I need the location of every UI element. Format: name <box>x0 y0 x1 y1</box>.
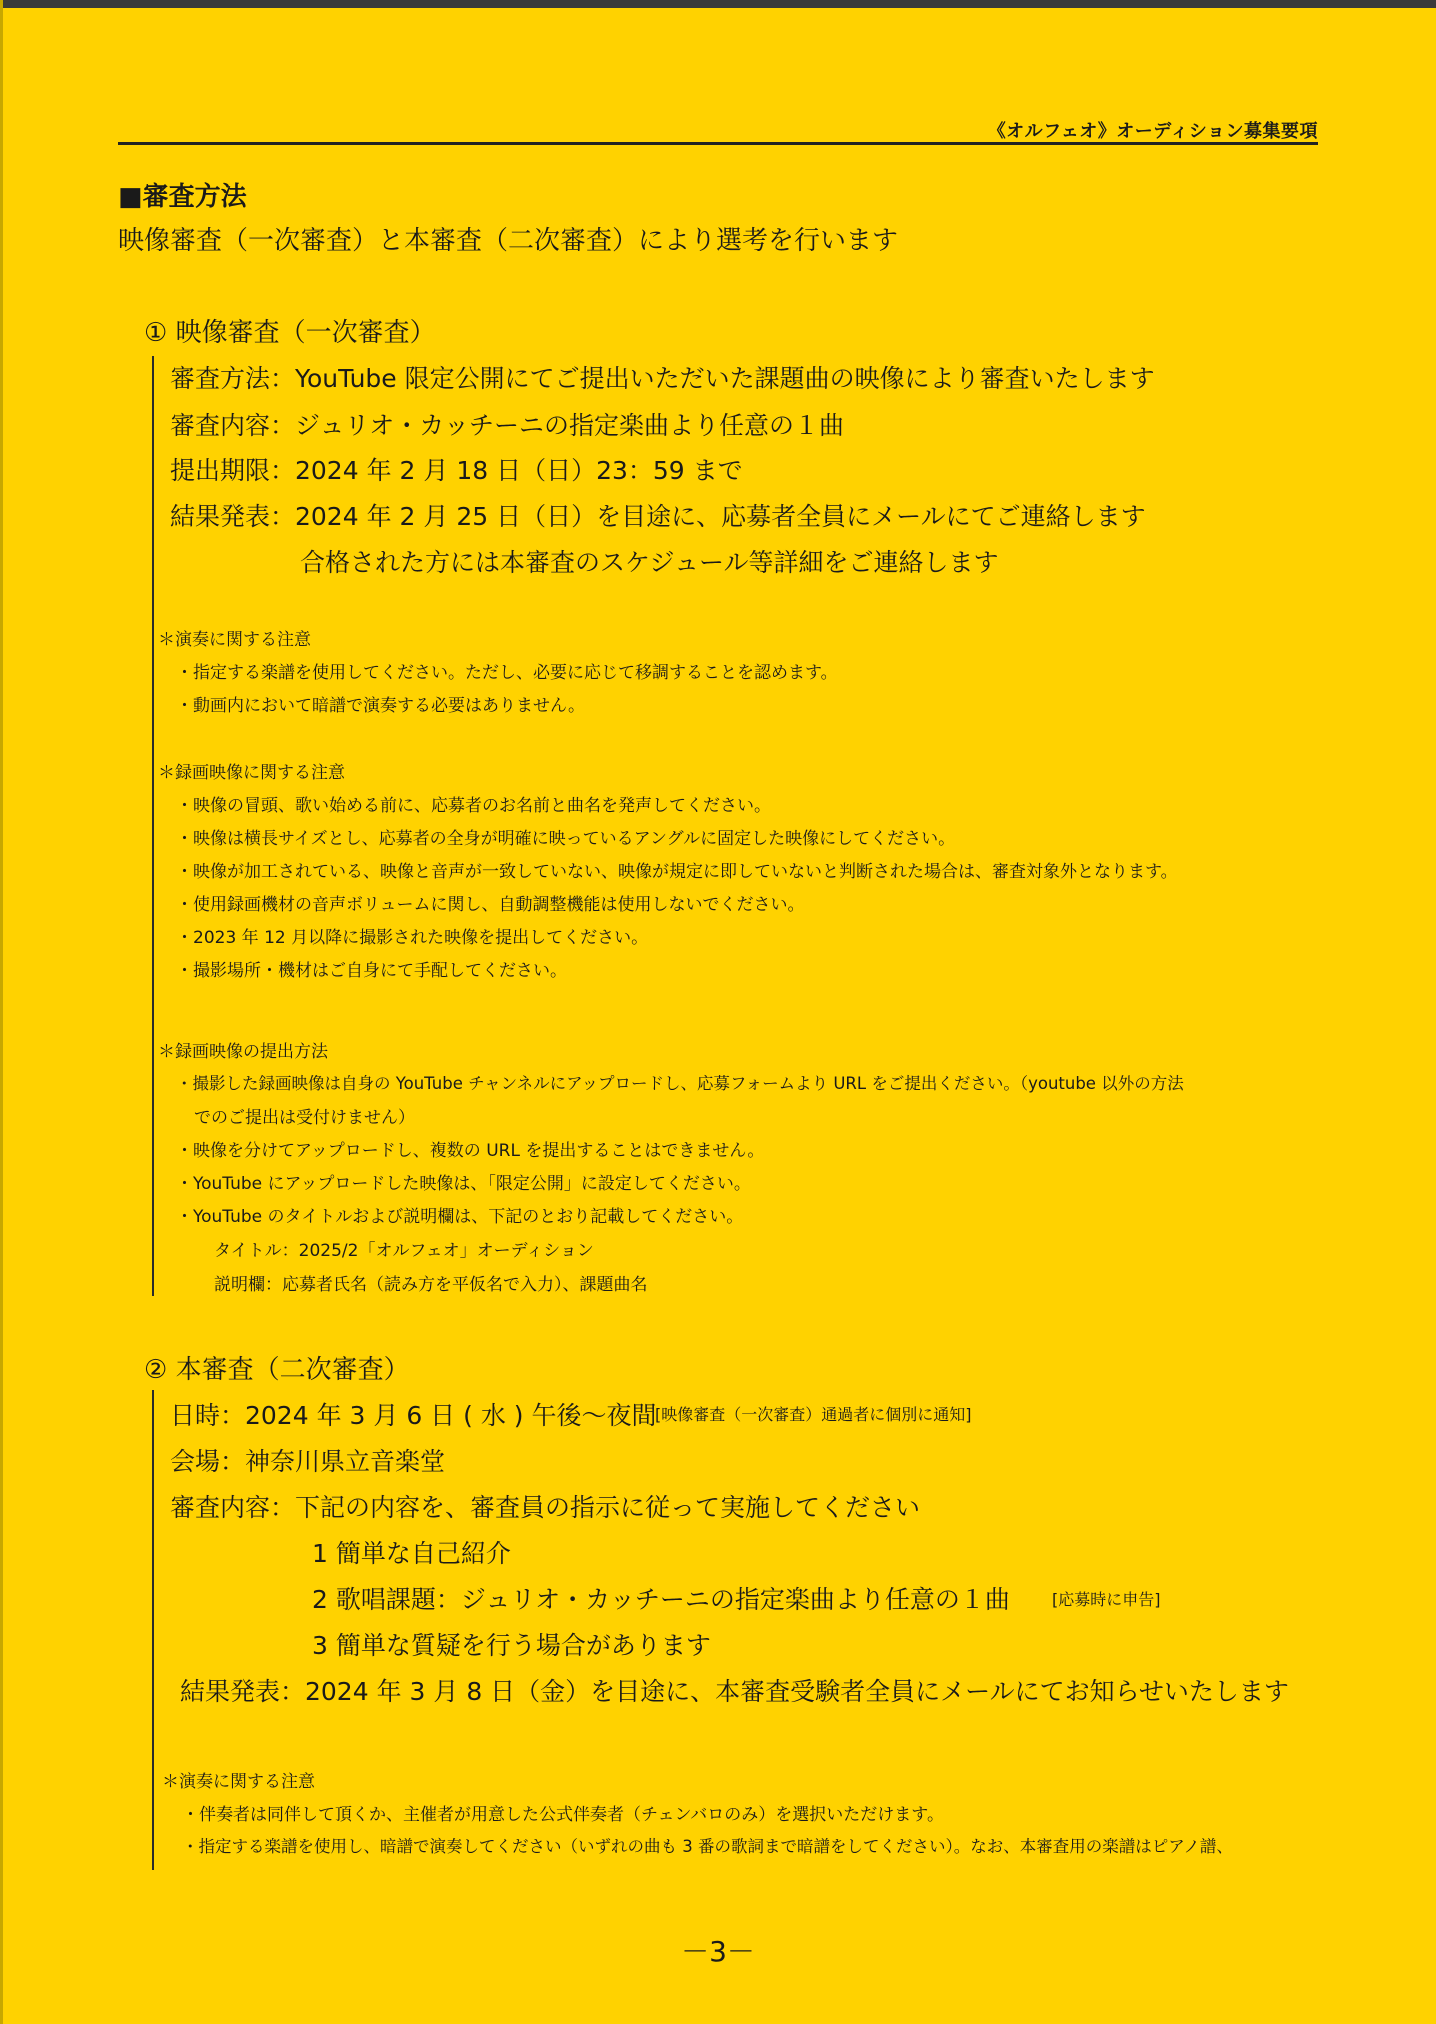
list-item: ・2023 年 12 月以降に撮影された映像を提出してください。 <box>176 928 649 948</box>
stage1-title: ① 映像審査（一次審査） <box>144 318 436 348</box>
stage1-perf-notes-heading: ＊演奏に関する注意 <box>158 630 311 650</box>
list-item: ・指定する楽譜を使用し、暗譜で演奏してください（いずれの曲も 3 番の歌詞まで暗譜をしてください）。なお、本審査用の楽譜はピアノ譜、 <box>182 1837 1233 1856</box>
scan-top-edge <box>0 0 1436 8</box>
list-item: ・撮影場所・機材はご自身にて手配してください。 <box>176 961 567 981</box>
stage2-perf-notes-heading: ＊演奏に関する注意 <box>162 1772 315 1792</box>
stage1-result-line2: 合格された方には本審査のスケジュール等詳細をご連絡します <box>300 548 999 577</box>
stage2-venue: 会場：神奈川県立音楽堂 <box>170 1447 446 1476</box>
running-title: 《オルフェオ》オーディション募集要項 <box>987 121 1318 142</box>
stage1-content: 審査内容：ジュリオ・カッチーニの指定楽曲より任意の１曲 <box>170 411 845 440</box>
list-item: ・映像を分けてアップロードし、複数の URL を提出することはできません。 <box>176 1141 765 1161</box>
list-item: ・YouTube のタイトルおよび説明欄は、下記のとおり記載してください。 <box>176 1207 744 1227</box>
stage1-vertical-bar <box>152 356 154 1296</box>
stage1-method: 審査方法：YouTube 限定公開にてご提出いただいた課題曲の映像により審査いたします <box>170 364 1155 393</box>
scan-left-edge <box>0 0 3 2024</box>
list-item: ・指定する楽譜を使用してください。ただし、必要に応じて移調することを認めます。 <box>176 663 838 683</box>
stage1-rec-notes-heading: ＊録画映像に関する注意 <box>158 763 345 783</box>
stage2-date: 日時：2024 年 3 月 6 日 ( 水 ) 午後〜夜間 <box>170 1401 657 1430</box>
section-title: ■審査方法 <box>118 182 247 212</box>
stage1-submit-notes-heading: ＊録画映像の提出方法 <box>158 1042 328 1062</box>
stage1-result-line1: 結果発表：2024 年 2 月 25 日（日）を目途に、応募者全員にメールにてご連絡します <box>170 502 1146 531</box>
list-item: ・使用録画機材の音声ボリュームに関し、自動調整機能は使用しないでください。 <box>176 895 805 915</box>
stage2-step2-note: [応募時に申告] <box>1052 1590 1161 1609</box>
section-intro: 映像審査（一次審査）と本審査（二次審査）により選考を行います <box>118 226 899 256</box>
list-item: ・伴奏者は同伴して頂くか、主催者が用意した公式伴奏者（チェンバロのみ）を選択いただけます。 <box>182 1805 944 1825</box>
stage2-title: ② 本審査（二次審査） <box>144 1355 410 1385</box>
stage2-result: 結果発表：2024 年 3 月 8 日（金）を目途に、本審査受験者全員にメールにてお知らせいたします <box>180 1677 1289 1706</box>
list-item: ・映像は横長サイズとし、応募者の全身が明確に映っているアングルに固定した映像にしてください。 <box>176 829 956 849</box>
stage2-step1: 1 簡単な自己紹介 <box>312 1539 511 1568</box>
stage2-vertical-bar <box>152 1390 154 1870</box>
stage2-step3: 3 簡単な質疑を行う場合があります <box>312 1631 711 1660</box>
list-item-continuation: でのご提出は受付けません） <box>194 1108 415 1128</box>
list-item: ・YouTube にアップロードした映像は、「限定公開」に設定してください。 <box>176 1174 751 1194</box>
youtube-description-format: 説明欄：応募者氏名（読み方を平仮名で入力）、課題曲名 <box>214 1275 648 1295</box>
list-item: ・映像が加工されている、映像と音声が一致していない、映像が規定に即していないと判断された場合は、審査対象外となります。 <box>176 862 1178 882</box>
stage2-content: 審査内容：下記の内容を、審査員の指示に従って実施してください <box>170 1493 921 1522</box>
header-rule <box>118 142 1318 145</box>
stage2-date-note: [映像審査（一次審査）通過者に個別に通知] <box>655 1405 972 1424</box>
stage1-deadline: 提出期限：2024 年 2 月 18 日（日）23：59 まで <box>170 456 743 485</box>
list-item: ・映像の冒頭、歌い始める前に、応募者のお名前と曲名を発声してください。 <box>176 796 771 816</box>
list-item: ・動画内において暗譜で演奏する必要はありません。 <box>176 696 586 716</box>
stage2-step2: 2 歌唱課題：ジュリオ・カッチーニの指定楽曲より任意の１曲 <box>312 1585 1010 1614</box>
page-number: －3－ <box>681 1935 755 1968</box>
list-item: ・撮影した録画映像は自身の YouTube チャンネルにアップロードし、応募フォームより URL をご提出ください。（youtube 以外の方法 <box>176 1074 1184 1093</box>
youtube-title-format: タイトル：2025/2「オルフェオ」オーディション <box>214 1241 594 1261</box>
